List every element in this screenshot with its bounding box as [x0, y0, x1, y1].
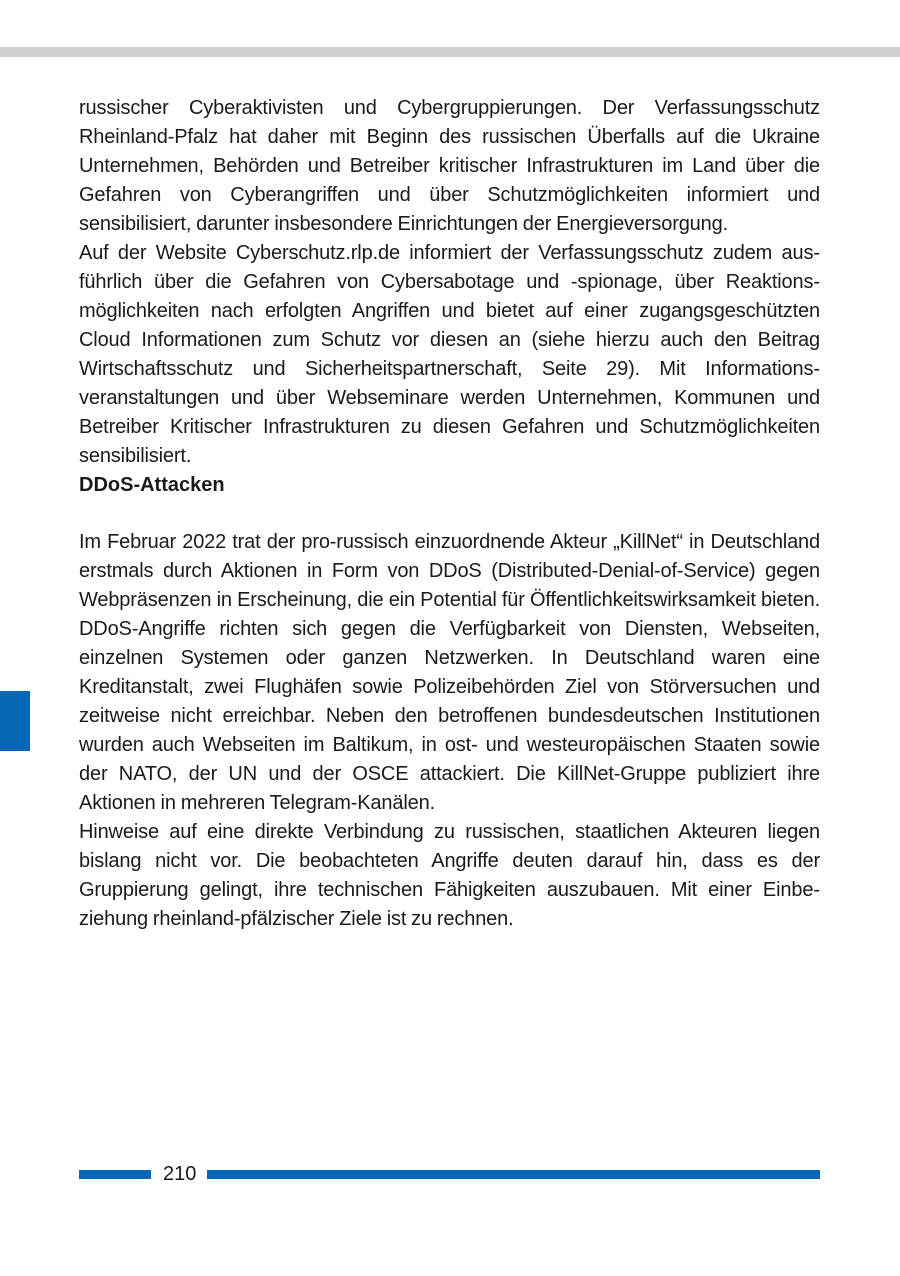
- footer-rule-left: [79, 1170, 151, 1179]
- section-heading: DDoS-Attacken: [79, 474, 225, 496]
- page-footer: [79, 1160, 820, 1188]
- page-number: 210: [163, 1163, 197, 1185]
- body-paragraph: Auf der Website Cyberschutz.rlp.de informiert der Verfassungsschutz zudem ausführlich über die Gefahren von Cybersabotage und -spionage, über Reaktionsmöglichkeiten nach erfolgten Angriffen und bietet auf einer zugangsgeschützten Cloud Informationen zum Schutz vor diesen an (siehe hierzu auch den Beitrag Wirtschaftsschutz und Sicherheitspartnerschaft, Seite 29). Mit Informationsveranstaltungen und über Webseminare werden Unternehmen, Kommunen und Betreiber Kritischer Infrastrukturen zu diesen Gefahren und Schutzmöglichkeiten sensibilisiert.: [79, 242, 820, 467]
- chapter-tab-marker: [0, 691, 30, 751]
- body-paragraph: Im Februar 2022 trat der pro-russisch einzuordnende Akteur „KillNet“ in Deutschland erstmals durch Aktionen in Form von DDoS (Distributed-Denial-of-Service) gegen Webpräsenzen in Erscheinung, die ein Potential für Öffentlichkeitswirksamkeit bieten. DDoS-Angriffe richten sich gegen die Verfügbarkeit von Diensten, Webseiten, einzelnen Systemen oder ganzen Netzwerken. In Deutschland waren eine Kreditanstalt, zwei Flughäfen sowie Polizeibehörden Ziel von Störversuchen und zeitweise nicht erreichbar. Neben den betroffenen bundesdeutschen Institutionen wurden auch Webseiten im Baltikum, in ost- und westeuropäischen Staaten sowie der NATO, der UN und der OSCE attackiert. Die KillNet-Gruppe publiziert ihre Aktionen in mehreren Telegram-Kanälen.: [79, 531, 820, 814]
- footer-rule-right: [207, 1170, 820, 1179]
- header-rule: [0, 47, 900, 57]
- body-paragraph: russischer Cyberaktivisten und Cybergruppierungen. Der Verfassungsschutz Rheinland-Pfalz hat daher mit Beginn des russischen Überfalls auf die Ukraine Unternehmen, Behörden und Betreiber kritischer Infrastrukturen im Land über die Gefahren von Cyberangriffen und über Schutzmöglichkeiten informiert und sensibilisiert, darunter insbesondere Einrichtungen der Energieversorgung.: [79, 97, 820, 235]
- page-content: [79, 94, 820, 934]
- body-paragraph: Hinweise auf eine direkte Verbindung zu russischen, staatlichen Akteuren liegen bislang nicht vor. Die beobachteten Angriffe deuten darauf hin, dass es der Gruppierung gelingt, ihre technischen Fähigkeiten auszubauen. Mit einer Einbeziehung rheinland-pfälzischer Ziele ist zu rechnen.: [79, 821, 820, 930]
